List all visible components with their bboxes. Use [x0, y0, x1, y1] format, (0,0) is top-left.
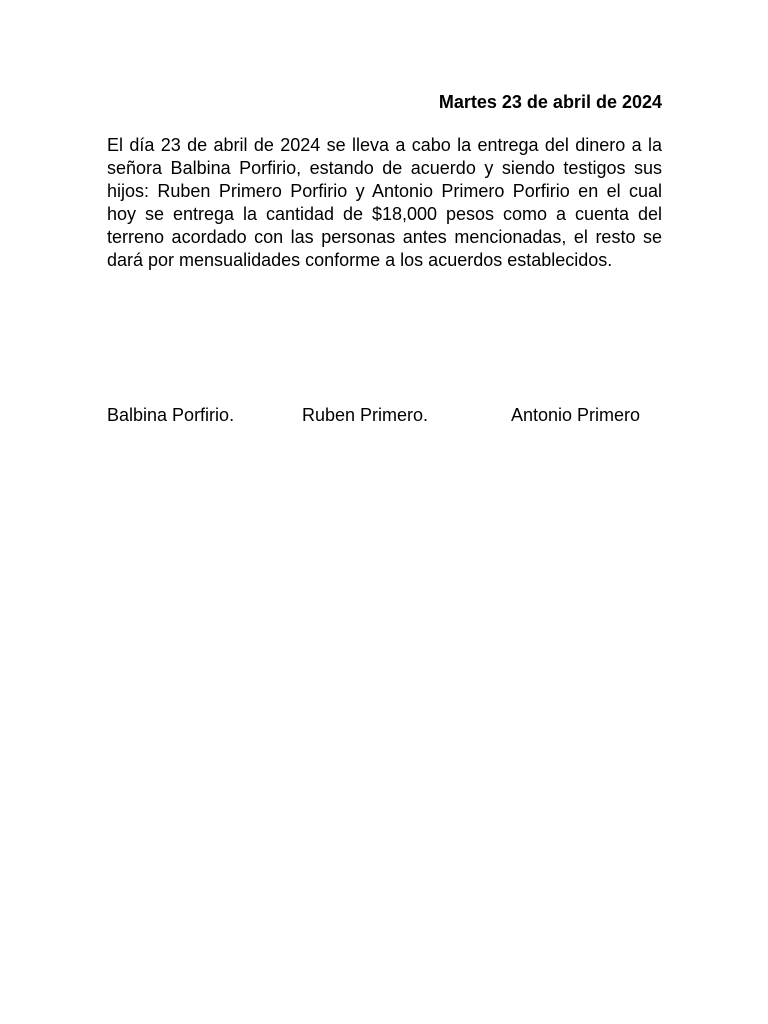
signature-row: [107, 403, 662, 427]
signature-name-balbina: Balbina Porfirio.: [107, 405, 235, 425]
body-paragraph: El día 23 de abril de 2024 se lleva a cabo la entrega del dinero a la señora Balbina Porfirio, estando de acuerdo y siendo testigos sus hijos: Ruben Primero Porfirio y Antonio Primero Porfirio en el cual hoy se entrega la cantidad de $18,000 pesos como a cuenta del terreno acordado con las personas antes mencionadas, el resto se dará por mensualidades conforme a los acuerdos establecidos.: [107, 135, 662, 270]
signature-name-antonio: Antonio Primero: [511, 405, 641, 425]
date-heading: Martes 23 de abril de 2024: [438, 92, 662, 112]
signature-name-ruben: Ruben Primero.: [302, 405, 429, 425]
